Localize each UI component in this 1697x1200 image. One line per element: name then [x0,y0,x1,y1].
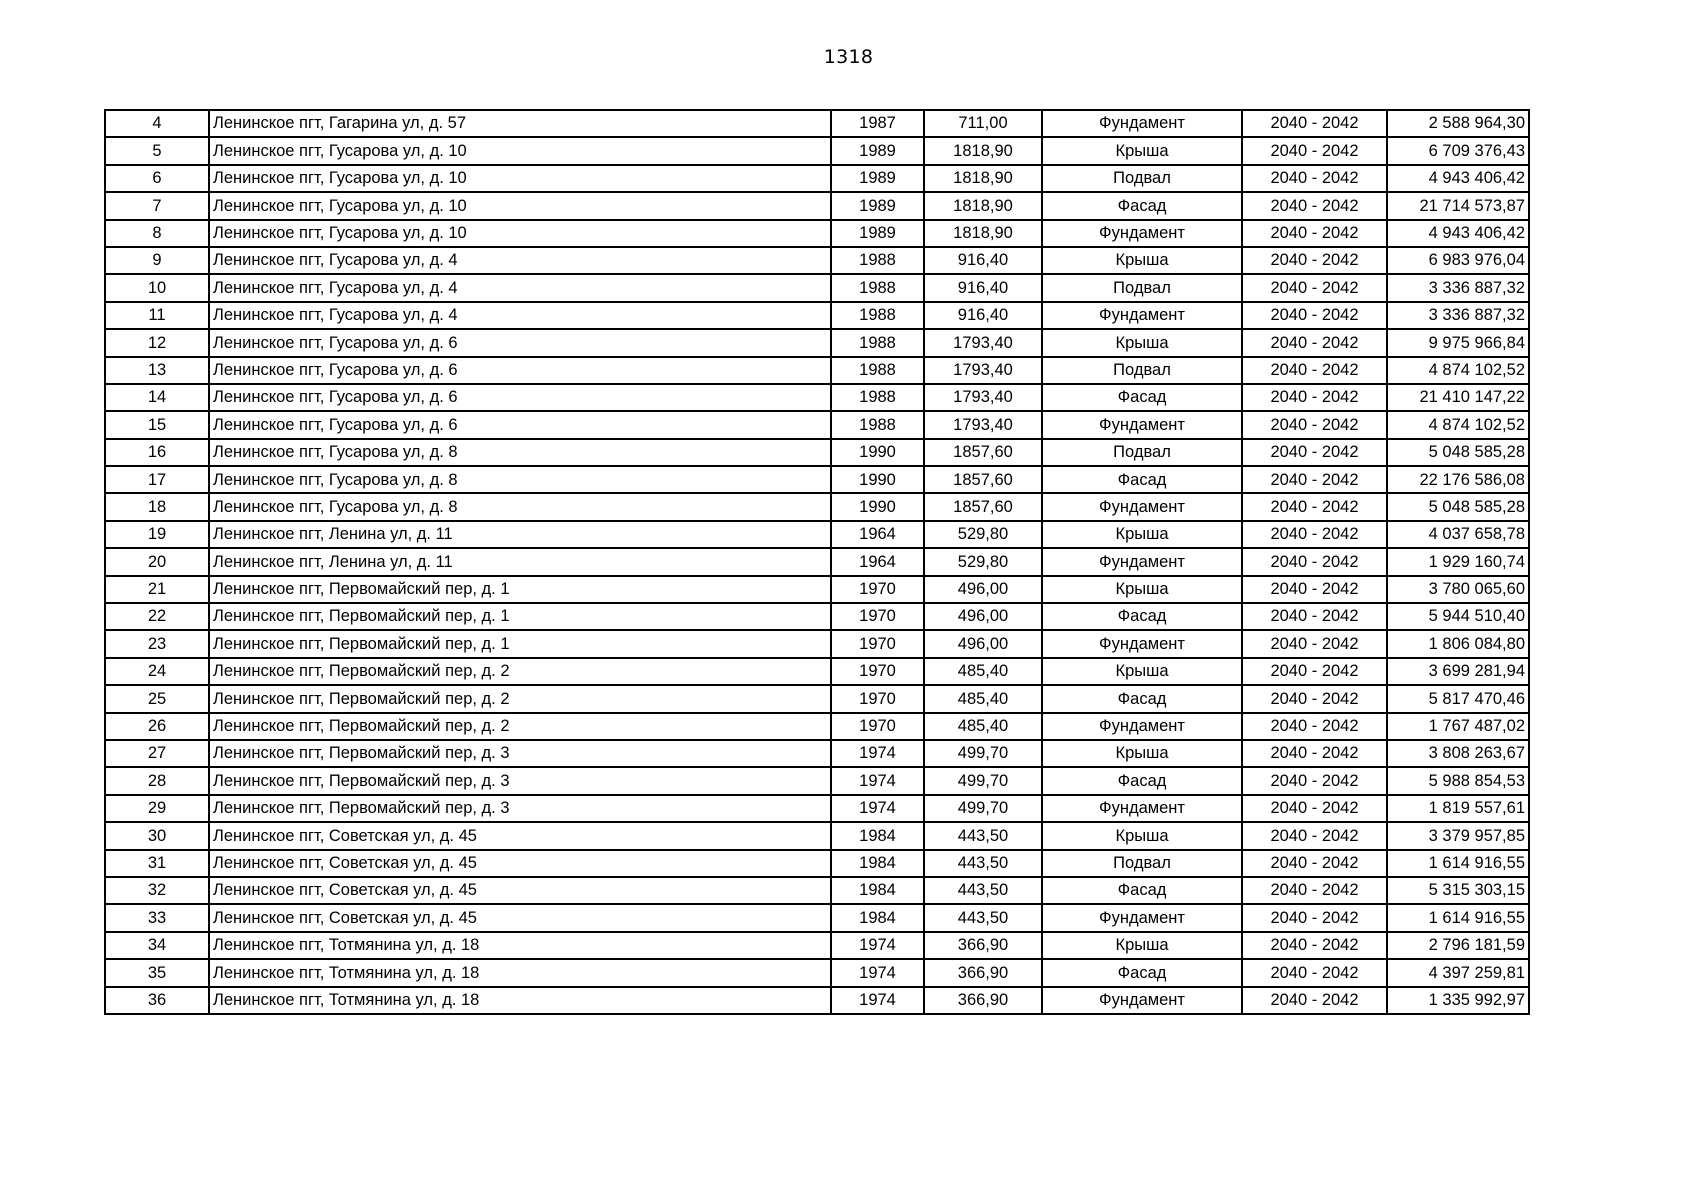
table-row [105,137,1529,164]
area-cell: 366,90 [924,932,1042,959]
structural-element-cell: Фундамент [1042,713,1242,740]
row-number-cell: 30 [105,822,209,849]
table-row [105,220,1529,247]
year-built-cell: 1970 [831,685,924,712]
address-cell: Ленинское пгт, Гагарина ул, д. 57 [209,110,831,137]
area-cell: 711,00 [924,110,1042,137]
table-row [105,357,1529,384]
cost-cell: 1 806 084,80 [1387,630,1529,657]
area-cell: 1793,40 [924,411,1042,438]
area-cell: 499,70 [924,767,1042,794]
structural-element-cell: Крыша [1042,740,1242,767]
period-cell: 2040 - 2042 [1242,904,1387,931]
area-cell: 443,50 [924,850,1042,877]
address-cell: Ленинское пгт, Гусарова ул, д. 4 [209,274,831,301]
address-cell: Ленинское пгт, Гусарова ул, д. 6 [209,411,831,438]
period-cell: 2040 - 2042 [1242,713,1387,740]
cost-cell: 1 614 916,55 [1387,904,1529,931]
cost-cell: 3 379 957,85 [1387,822,1529,849]
address-cell: Ленинское пгт, Первомайский пер, д. 3 [209,767,831,794]
cost-cell: 22 176 586,08 [1387,466,1529,493]
cost-cell: 21 714 573,87 [1387,192,1529,219]
cost-cell: 9 975 966,84 [1387,329,1529,356]
structural-element-cell: Фундамент [1042,904,1242,931]
table-row [105,165,1529,192]
year-built-cell: 1990 [831,493,924,520]
table-row [105,493,1529,520]
table-row [105,713,1529,740]
period-cell: 2040 - 2042 [1242,822,1387,849]
address-cell: Ленинское пгт, Советская ул, д. 45 [209,877,831,904]
address-cell: Ленинское пгт, Первомайский пер, д. 2 [209,658,831,685]
address-cell: Ленинское пгт, Первомайский пер, д. 3 [209,740,831,767]
row-number-cell: 33 [105,904,209,931]
row-number-cell: 11 [105,302,209,329]
year-built-cell: 1974 [831,767,924,794]
table-row [105,329,1529,356]
table-row [105,740,1529,767]
area-cell: 499,70 [924,795,1042,822]
cost-cell: 6 983 976,04 [1387,247,1529,274]
period-cell: 2040 - 2042 [1242,384,1387,411]
row-number-cell: 14 [105,384,209,411]
period-cell: 2040 - 2042 [1242,548,1387,575]
cost-cell: 5 817 470,46 [1387,685,1529,712]
period-cell: 2040 - 2042 [1242,247,1387,274]
cost-cell: 5 315 303,15 [1387,877,1529,904]
table-row [105,466,1529,493]
period-cell: 2040 - 2042 [1242,603,1387,630]
row-number-cell: 32 [105,877,209,904]
table-row [105,685,1529,712]
area-cell: 485,40 [924,658,1042,685]
row-number-cell: 15 [105,411,209,438]
structural-element-cell: Фасад [1042,466,1242,493]
year-built-cell: 1974 [831,740,924,767]
address-cell: Ленинское пгт, Гусарова ул, д. 8 [209,493,831,520]
address-cell: Ленинское пгт, Гусарова ул, д. 10 [209,192,831,219]
area-cell: 485,40 [924,713,1042,740]
area-cell: 496,00 [924,630,1042,657]
address-cell: Ленинское пгт, Первомайский пер, д. 3 [209,795,831,822]
cost-cell: 1 614 916,55 [1387,850,1529,877]
table-row [105,411,1529,438]
cost-cell: 3 808 263,67 [1387,740,1529,767]
table-row [105,767,1529,794]
row-number-cell: 13 [105,357,209,384]
row-number-cell: 25 [105,685,209,712]
structural-element-cell: Крыша [1042,932,1242,959]
row-number-cell: 26 [105,713,209,740]
area-cell: 443,50 [924,877,1042,904]
period-cell: 2040 - 2042 [1242,466,1387,493]
row-number-cell: 18 [105,493,209,520]
address-cell: Ленинское пгт, Тотмянина ул, д. 18 [209,987,831,1014]
structural-element-cell: Подвал [1042,165,1242,192]
cost-cell: 21 410 147,22 [1387,384,1529,411]
period-cell: 2040 - 2042 [1242,439,1387,466]
cost-cell: 5 048 585,28 [1387,439,1529,466]
area-cell: 499,70 [924,740,1042,767]
year-built-cell: 1989 [831,137,924,164]
area-cell: 1818,90 [924,220,1042,247]
year-built-cell: 1989 [831,220,924,247]
cost-cell: 1 767 487,02 [1387,713,1529,740]
year-built-cell: 1964 [831,548,924,575]
structural-element-cell: Фундамент [1042,987,1242,1014]
table-row [105,192,1529,219]
year-built-cell: 1974 [831,987,924,1014]
period-cell: 2040 - 2042 [1242,932,1387,959]
period-cell: 2040 - 2042 [1242,521,1387,548]
year-built-cell: 1987 [831,110,924,137]
address-cell: Ленинское пгт, Советская ул, д. 45 [209,822,831,849]
table-row [105,603,1529,630]
address-cell: Ленинское пгт, Советская ул, д. 45 [209,850,831,877]
structural-element-cell: Подвал [1042,850,1242,877]
cost-cell: 4 943 406,42 [1387,165,1529,192]
period-cell: 2040 - 2042 [1242,630,1387,657]
address-cell: Ленинское пгт, Советская ул, д. 45 [209,904,831,931]
structural-element-cell: Фасад [1042,767,1242,794]
period-cell: 2040 - 2042 [1242,576,1387,603]
cost-cell: 2 588 964,30 [1387,110,1529,137]
address-cell: Ленинское пгт, Гусарова ул, д. 6 [209,384,831,411]
period-cell: 2040 - 2042 [1242,220,1387,247]
year-built-cell: 1970 [831,658,924,685]
table-row [105,822,1529,849]
area-cell: 916,40 [924,247,1042,274]
year-built-cell: 1988 [831,357,924,384]
year-built-cell: 1970 [831,603,924,630]
row-number-cell: 34 [105,932,209,959]
row-number-cell: 35 [105,959,209,986]
row-number-cell: 5 [105,137,209,164]
year-built-cell: 1988 [831,411,924,438]
structural-element-cell: Фасад [1042,959,1242,986]
cost-cell: 3 699 281,94 [1387,658,1529,685]
year-built-cell: 1990 [831,466,924,493]
period-cell: 2040 - 2042 [1242,329,1387,356]
row-number-cell: 6 [105,165,209,192]
period-cell: 2040 - 2042 [1242,357,1387,384]
row-number-cell: 23 [105,630,209,657]
cost-cell: 3 780 065,60 [1387,576,1529,603]
structural-element-cell: Подвал [1042,274,1242,301]
period-cell: 2040 - 2042 [1242,165,1387,192]
address-cell: Ленинское пгт, Первомайский пер, д. 1 [209,603,831,630]
row-number-cell: 7 [105,192,209,219]
address-cell: Ленинское пгт, Тотмянина ул, д. 18 [209,959,831,986]
address-cell: Ленинское пгт, Гусарова ул, д. 8 [209,466,831,493]
area-cell: 485,40 [924,685,1042,712]
table-row [105,850,1529,877]
address-cell: Ленинское пгт, Гусарова ул, д. 6 [209,357,831,384]
period-cell: 2040 - 2042 [1242,137,1387,164]
row-number-cell: 36 [105,987,209,1014]
structural-element-cell: Крыша [1042,822,1242,849]
table-row [105,384,1529,411]
row-number-cell: 27 [105,740,209,767]
table-row [105,987,1529,1014]
year-built-cell: 1984 [831,822,924,849]
row-number-cell: 12 [105,329,209,356]
period-cell: 2040 - 2042 [1242,959,1387,986]
year-built-cell: 1984 [831,904,924,931]
address-cell: Ленинское пгт, Гусарова ул, д. 10 [209,165,831,192]
area-cell: 916,40 [924,302,1042,329]
year-built-cell: 1984 [831,877,924,904]
structural-element-cell: Фасад [1042,685,1242,712]
structural-element-cell: Фасад [1042,192,1242,219]
area-cell: 1818,90 [924,137,1042,164]
period-cell: 2040 - 2042 [1242,493,1387,520]
period-cell: 2040 - 2042 [1242,795,1387,822]
year-built-cell: 1964 [831,521,924,548]
structural-element-cell: Фундамент [1042,110,1242,137]
year-built-cell: 1970 [831,576,924,603]
structural-element-cell: Крыша [1042,137,1242,164]
address-cell: Ленинское пгт, Ленина ул, д. 11 [209,521,831,548]
structural-element-cell: Подвал [1042,439,1242,466]
address-cell: Ленинское пгт, Гусарова ул, д. 8 [209,439,831,466]
row-number-cell: 24 [105,658,209,685]
structural-element-cell: Крыша [1042,576,1242,603]
address-cell: Ленинское пгт, Гусарова ул, д. 4 [209,247,831,274]
period-cell: 2040 - 2042 [1242,987,1387,1014]
table-row [105,302,1529,329]
structural-element-cell: Фундамент [1042,548,1242,575]
table-row [105,658,1529,685]
area-cell: 366,90 [924,959,1042,986]
address-cell: Ленинское пгт, Первомайский пер, д. 2 [209,713,831,740]
cost-cell: 3 336 887,32 [1387,274,1529,301]
period-cell: 2040 - 2042 [1242,767,1387,794]
table-row [105,795,1529,822]
cost-cell: 1 929 160,74 [1387,548,1529,575]
year-built-cell: 1988 [831,329,924,356]
year-built-cell: 1990 [831,439,924,466]
row-number-cell: 29 [105,795,209,822]
address-cell: Ленинское пгт, Гусарова ул, д. 4 [209,302,831,329]
structural-element-cell: Фундамент [1042,302,1242,329]
year-built-cell: 1974 [831,959,924,986]
structural-element-cell: Фундамент [1042,220,1242,247]
structural-element-cell: Фундамент [1042,630,1242,657]
table-row [105,630,1529,657]
year-built-cell: 1988 [831,247,924,274]
cost-cell: 4 943 406,42 [1387,220,1529,247]
table-row [105,274,1529,301]
cost-cell: 1 819 557,61 [1387,795,1529,822]
year-built-cell: 1984 [831,850,924,877]
row-number-cell: 16 [105,439,209,466]
area-cell: 1857,60 [924,466,1042,493]
year-built-cell: 1970 [831,713,924,740]
area-cell: 529,80 [924,548,1042,575]
structural-element-cell: Крыша [1042,247,1242,274]
area-cell: 1818,90 [924,165,1042,192]
period-cell: 2040 - 2042 [1242,850,1387,877]
row-number-cell: 19 [105,521,209,548]
area-cell: 529,80 [924,521,1042,548]
table-row [105,877,1529,904]
period-cell: 2040 - 2042 [1242,192,1387,219]
row-number-cell: 22 [105,603,209,630]
year-built-cell: 1970 [831,630,924,657]
period-cell: 2040 - 2042 [1242,740,1387,767]
address-cell: Ленинское пгт, Первомайский пер, д. 1 [209,576,831,603]
table-body [105,110,1529,1014]
year-built-cell: 1988 [831,302,924,329]
structural-element-cell: Подвал [1042,357,1242,384]
address-cell: Ленинское пгт, Гусарова ул, д. 10 [209,220,831,247]
year-built-cell: 1974 [831,932,924,959]
cost-cell: 5 988 854,53 [1387,767,1529,794]
area-cell: 443,50 [924,904,1042,931]
address-cell: Ленинское пгт, Первомайский пер, д. 2 [209,685,831,712]
row-number-cell: 9 [105,247,209,274]
year-built-cell: 1974 [831,795,924,822]
row-number-cell: 17 [105,466,209,493]
cost-cell: 3 336 887,32 [1387,302,1529,329]
structural-element-cell: Фундамент [1042,493,1242,520]
cost-cell: 5 944 510,40 [1387,603,1529,630]
table-row [105,439,1529,466]
area-cell: 366,90 [924,987,1042,1014]
period-cell: 2040 - 2042 [1242,110,1387,137]
table-row [105,576,1529,603]
structural-element-cell: Фасад [1042,384,1242,411]
cost-cell: 4 874 102,52 [1387,357,1529,384]
address-cell: Ленинское пгт, Ленина ул, д. 11 [209,548,831,575]
period-cell: 2040 - 2042 [1242,658,1387,685]
table-row [105,247,1529,274]
address-cell: Ленинское пгт, Тотмянина ул, д. 18 [209,932,831,959]
area-cell: 916,40 [924,274,1042,301]
row-number-cell: 10 [105,274,209,301]
structural-element-cell: Фасад [1042,877,1242,904]
row-number-cell: 8 [105,220,209,247]
year-built-cell: 1989 [831,165,924,192]
structural-element-cell: Фасад [1042,603,1242,630]
repair-schedule-table [104,109,1530,1015]
period-cell: 2040 - 2042 [1242,302,1387,329]
year-built-cell: 1988 [831,384,924,411]
structural-element-cell: Крыша [1042,329,1242,356]
cost-cell: 1 335 992,97 [1387,987,1529,1014]
structural-element-cell: Фундамент [1042,411,1242,438]
table-row [105,521,1529,548]
cost-cell: 5 048 585,28 [1387,493,1529,520]
period-cell: 2040 - 2042 [1242,411,1387,438]
cost-cell: 4 397 259,81 [1387,959,1529,986]
table-row [105,904,1529,931]
area-cell: 496,00 [924,576,1042,603]
area-cell: 1793,40 [924,384,1042,411]
row-number-cell: 28 [105,767,209,794]
structural-element-cell: Фундамент [1042,795,1242,822]
row-number-cell: 4 [105,110,209,137]
address-cell: Ленинское пгт, Первомайский пер, д. 1 [209,630,831,657]
cost-cell: 2 796 181,59 [1387,932,1529,959]
area-cell: 1793,40 [924,329,1042,356]
table-row [105,932,1529,959]
period-cell: 2040 - 2042 [1242,685,1387,712]
period-cell: 2040 - 2042 [1242,877,1387,904]
area-cell: 496,00 [924,603,1042,630]
row-number-cell: 31 [105,850,209,877]
row-number-cell: 21 [105,576,209,603]
structural-element-cell: Крыша [1042,658,1242,685]
row-number-cell: 20 [105,548,209,575]
cost-cell: 4 037 658,78 [1387,521,1529,548]
page-number: 1318 [823,46,874,68]
year-built-cell: 1988 [831,274,924,301]
area-cell: 1857,60 [924,439,1042,466]
structural-element-cell: Крыша [1042,521,1242,548]
address-cell: Ленинское пгт, Гусарова ул, д. 6 [209,329,831,356]
area-cell: 1818,90 [924,192,1042,219]
cost-cell: 6 709 376,43 [1387,137,1529,164]
cost-cell: 4 874 102,52 [1387,411,1529,438]
year-built-cell: 1989 [831,192,924,219]
area-cell: 1857,60 [924,493,1042,520]
area-cell: 1793,40 [924,357,1042,384]
table-row [105,548,1529,575]
period-cell: 2040 - 2042 [1242,274,1387,301]
table-row [105,110,1529,137]
table-row [105,959,1529,986]
area-cell: 443,50 [924,822,1042,849]
address-cell: Ленинское пгт, Гусарова ул, д. 10 [209,137,831,164]
